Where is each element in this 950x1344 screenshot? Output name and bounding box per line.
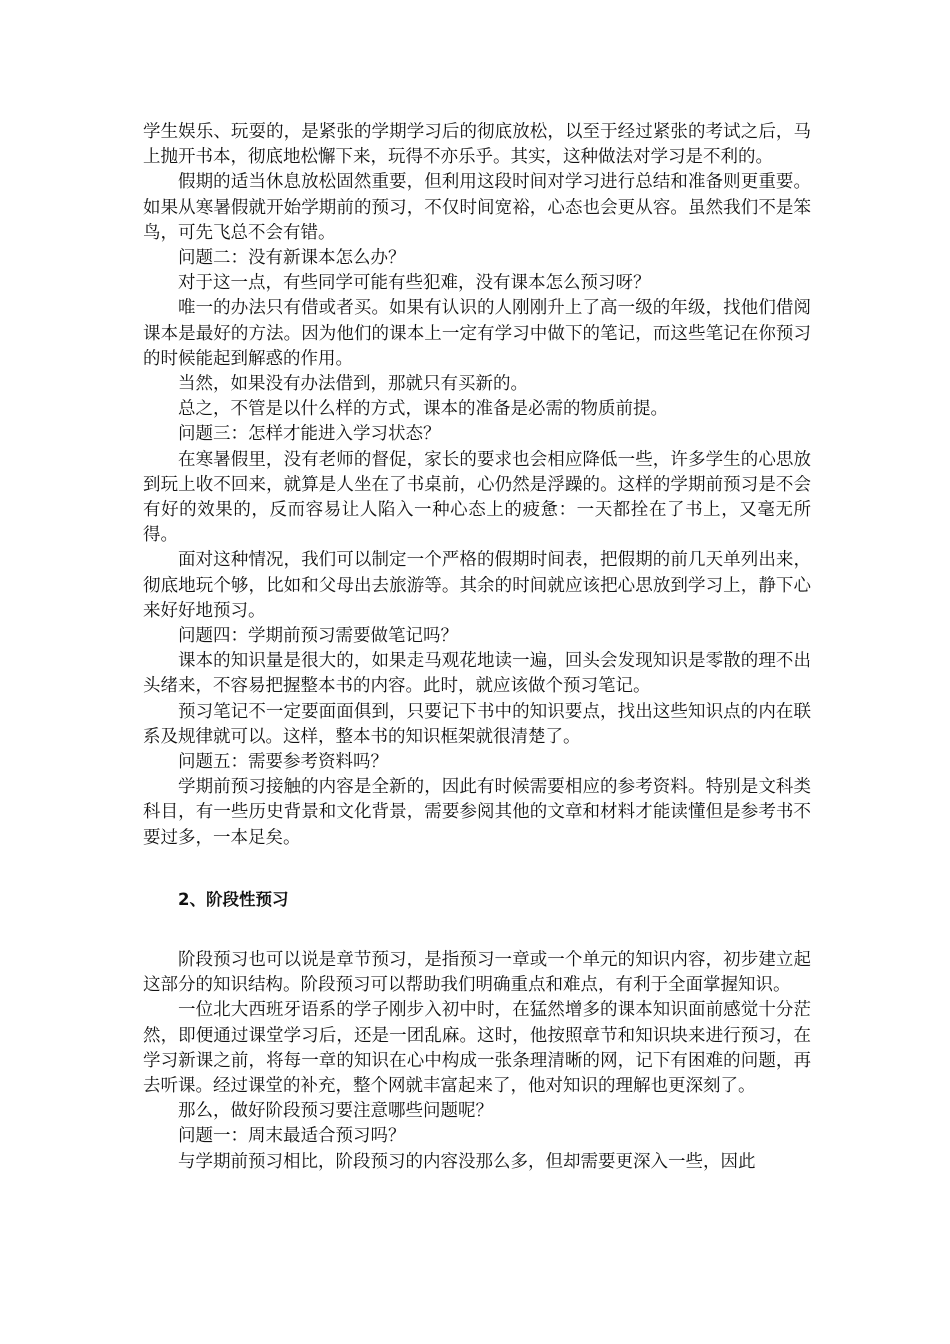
paragraph: 问题三：怎样才能进入学习状态？ <box>178 424 441 445</box>
paragraph: 课本的知识量是很大的，如果走马观花地读一遍，回头会发现知识是零散的理不出头绪来，不容易把握整本书的内容。此时，就应该做个预习笔记。 <box>143 651 811 697</box>
paragraph: 对于这一点，有些同学可能有些犯难，没有课本怎么预习呀？ <box>178 273 651 294</box>
paragraph: 一位北大西班牙语系的学子刚步入初中时，在猛然增多的课本知识面前感觉十分茫然，即便通过课堂学习后，还是一团乱麻。这时，他按照章节和知识块来进行预习，在学习新课之前，将每一章的知识在心中构成一张条理清晰的网，记下有困难的问题，再去听课。经过课堂的补充，整个网就丰富起来了，他对知识的理解也更深刻了。 <box>143 1000 811 1096</box>
paragraph: 总之，不管是以什么样的方式，课本的准备是必需的物质前提。 <box>178 399 668 420</box>
paragraph: 唯一的办法只有借或者买。如果有认识的人刚刚升上了高一级的年级，找他们借阅课本是最好的方法。因为他们的课本上一定有学习中做下的笔记，而这些笔记在你预习的时候能起到解惑的作用。 <box>143 298 811 369</box>
paragraph: 预习笔记不一定要面面俱到，只要记下书中的知识要点，找出这些知识点的内在联系及规律就可以。这样，整本书的知识框架就很清楚了。 <box>143 701 811 747</box>
document-page <box>143 120 811 1175</box>
paragraph: 那么，做好阶段预习要注意哪些问题呢？ <box>178 1101 493 1122</box>
paragraph: 面对这种情况，我们可以制定一个严格的假期时间表，把假期的前几天单列出来，彻底地玩个够，比如和父母出去旅游等。其余的时间就应该把心思放到学习上，静下心来好好地预习。 <box>143 550 811 621</box>
section-heading: 2、阶段性预习 <box>178 889 289 909</box>
paragraph: 在寒暑假里，没有老师的督促，家长的要求也会相应降低一些，许多学生的心思放到玩上收不回来，就算是人坐在了书桌前，心仍然是浮躁的。这样的学期前预习是不会有好的效果的，反而容易让人陷入一种心态上的疲惫：一天都拴在了书上，又毫无所得。 <box>143 449 811 546</box>
paragraph: 学生娱乐、玩耍的，是紧张的学期学习后的彻底放松，以至于经过紧张的考试之后，马上抛开书本，彻底地松懈下来，玩得不亦乐乎。其实，这种做法对学习是不利的。 <box>143 122 811 168</box>
paragraph: 问题五：需要参考资料吗？ <box>178 752 388 773</box>
paragraph: 阶段预习也可以说是章节预习，是指预习一章或一个单元的知识内容，初步建立起这部分的知识结构。阶段预习可以帮助我们明确重点和难点，有利于全面掌握知识。 <box>143 949 811 996</box>
paragraph: 问题一：周末最适合预习吗？ <box>178 1126 406 1147</box>
paragraph: 与学期前预习相比，阶段预习的内容没那么多，但却需要更深入一些，因此 <box>178 1151 756 1172</box>
paragraph: 问题二：没有新课本怎么办？ <box>178 248 406 269</box>
section-stage-preview <box>143 948 811 1175</box>
paragraph: 当然，如果没有办法借到，那就只有买新的。 <box>178 374 528 395</box>
paragraph: 学期前预习接触的内容是全新的，因此有时候需要相应的参考资料。特别是文科类科目，有一些历史背景和文化背景，需要参阅其他的文章和材料才能读懂但是参考书不要过多，一本足矣。 <box>143 777 811 848</box>
section-semester-preview <box>143 120 811 851</box>
paragraph: 假期的适当休息放松固然重要，但利用这段时间对学习进行总结和准备则更重要。如果从寒暑假就开始学期前的预习，不仅时间宽裕，心态也会更从容。虽然我们不是笨鸟，可先飞总不会有错。 <box>143 172 811 243</box>
paragraph: 问题四：学期前预习需要做笔记吗？ <box>178 626 458 647</box>
